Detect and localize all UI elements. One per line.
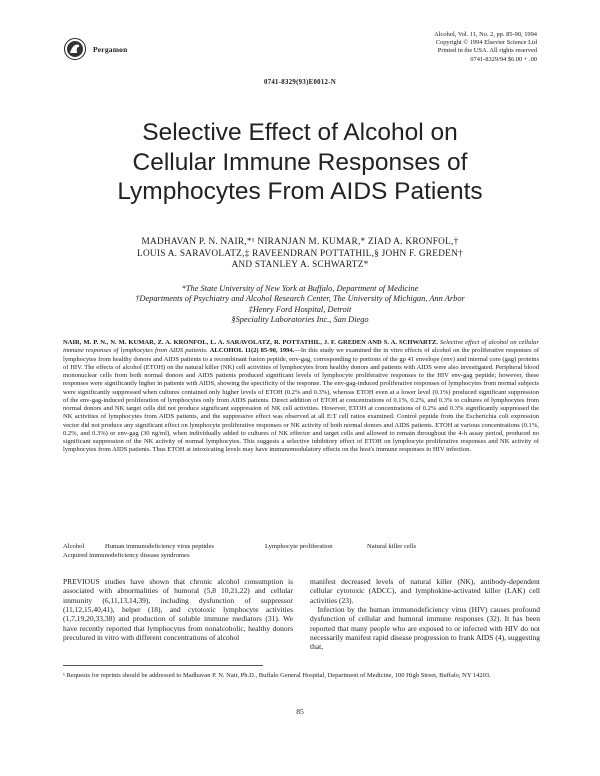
keywords xyxy=(63,543,543,560)
footnote-divider xyxy=(63,665,263,666)
page-number: 85 xyxy=(296,707,304,716)
title-line: Lymphocytes From AIDS Patients xyxy=(117,178,483,205)
publisher-name: Pergamon xyxy=(93,45,128,54)
abstract-cite-title: Selective effect of alcohol on cellular immune responses of lymphocytes from AIDS patients. xyxy=(63,339,540,355)
journal-info xyxy=(337,31,537,64)
keyword: Human immunodeficiency virus peptides xyxy=(105,543,214,550)
journal-line: 0741-8329/94 $6.00 + .00 xyxy=(470,55,537,63)
abstract-cite-source: ALCOHOL 11(2) 85-90, 1994. xyxy=(209,347,295,355)
affiliation-line: †Departments of Psychiatry and Alcohol Research Center, The University of Michigan, Ann Arbor xyxy=(135,294,465,304)
keyword: Alcohol xyxy=(63,543,85,550)
keyword: Natural killer cells xyxy=(367,543,417,550)
footnote: ¹ Requests for reprints should be addressed to Madhavan P. N. Nair, Ph.D., Buffalo General Hospital, Department of Medicine, 100 High Street, Buffalo, NY 14203. xyxy=(63,672,491,679)
journal-line: Copyright © 1994 Elsevier Science Ltd xyxy=(435,39,537,47)
journal-line: Printed in the USA. All rights reserved xyxy=(437,47,537,55)
affiliation-line: ‡Henry Ford Hospital, Detroit xyxy=(248,304,352,314)
author-list xyxy=(60,237,540,272)
doi-code: 0741-8329(93)E0012-N xyxy=(263,79,337,86)
affiliations xyxy=(60,284,540,325)
author-line: LOUIS A. SARAVOLATZ,‡ RAVEENDRAN POTTATHIL,§ JOHN F. GREDEN† xyxy=(137,248,463,259)
pergamon-logo-icon xyxy=(64,38,86,60)
paper-title xyxy=(60,118,540,207)
body-column-right: manifest decreased levels of natural killer (NK), antibody-dependent cellular cytotoxic (ADCC), and lymphokine-activated killer (LAK) cell activities (23). Infection by the human immunodeficiency virus (HIV) causes profound dysfunction of cellular and humoral immune responses (32). It has been reported that many people who are exposed to or infected with HIV do not necessarily manifest rapid disease progression to frank AIDS (4), suggesting that, xyxy=(310,577,540,652)
body-column-left: PREVIOUS studies have shown that chronic alcohol consumption is associated with abnormalities of humoral (5,8 10,21,22) and cellular immunity (6,11,13,14,39), including dysfunction of suppressor (11,12,15,40,41), helper (18), and cytotoxic lymphocyte activities (1,7,19,20,33,38) and production of soluble immune mediators (31). We have recently reported that lymphocytes from nonalcoholic, healthy donors preculured in vitro with different concentrations of alcohol xyxy=(63,577,293,643)
abstract-text: —In this study we examined the in vitro effects of alcohol on the proliferative responses of lymphocytes from healthy donors and AIDS patients to a recombinant fusion peptide, env-gag, corresponding to portions of the gp 41 envelope (env) and internal core (gag) proteins of HIV. The effects of alcohol (ETOH) on the natural killer (NK) cell activities of lymphocytes from healthy donors and patients with AIDS were also investigated. Peripheral blood mononuclear cells from both normal donors and AIDS patients produced significant levels of lymphocyte proliferative responses to the HIV env-gag peptide; however, these responses were significantly higher in patients with AIDS, showing the specificity of the response. The env-gag-induced proliferative responses of lymphocytes from normal subjects were significantly suppressed when cultures contained only higher levels of ETOH (0.2% and 0.3%), whereas ETOH even at a lower level (0.1%) produced significant suppression of the env-gag-induced proliferation of lymphocytes only from AIDS patients. Direct addition of ETOH at concentrations of 0.1%, 0.2%, and 0.3% to cultures of lymphocytes from normal donors and NK target cells did not produce significant suppression of NK cell activities. However, ETOH at concentrations of 0.2% and 0.3% significantly suppressed the NK activities of lymphocytes from AIDS patients, and the suppressive effect was observed at all E:T cell ratios examined. Control peptide from the Escherichia coli expression vector did not produce any significant effect on lymphocyte proliferative responses or NK activity of both normal donors and AIDS patients. ETOH at various concentrations (0.1%, 0.2%, and 0.3%) or env-gag (30 ng/ml), when individually added to cultures of NK effector and target cells and allowed to remain throughout the 4-h assay period, produced no significant suppression of the NK activity of normal lymphocytes. This suggests a selective inhibitory effect of ETOH on lymphocyte proliferative responses and NK activity of lymphocytes from AIDS patients. Thus ETOH at intoxicating levels may have immunomodulatory effects on the host's immune responses to HIV infection. xyxy=(63,347,540,454)
abstract-citation: NAIR, M. P. N., N. M. KUMAR, Z. A. KRONFOL, L. A. SARAVOLATZ, R. POTTATHIL, J. F. GREDEN AND S. A. SCHWARTZ. xyxy=(63,339,438,346)
keyword: Acquired immunodeficiency disease syndromes xyxy=(63,551,190,559)
affiliation-line: §Speciality Laboratories Inc., San Diego xyxy=(231,314,369,324)
affiliation-line: *The State University of New York at Buffalo, Department of Medicine xyxy=(181,284,419,293)
keyword: Lymphocyte proliferation xyxy=(265,543,333,550)
author-line: MADHAVAN P. N. NAIR,*¹ NIRANJAN M. KUMAR,* ZIAD A. KRONFOL,† xyxy=(141,237,459,247)
title-line: Cellular Immune Responses of xyxy=(132,148,468,176)
abstract xyxy=(63,339,539,455)
title-line: Selective Effect of Alcohol on xyxy=(142,119,458,146)
author-line: AND STANLEY A. SCHWARTZ* xyxy=(231,260,369,270)
journal-line: Alcohol, Vol. 11, No. 2, pp. 85-90, 1994 xyxy=(434,31,537,38)
